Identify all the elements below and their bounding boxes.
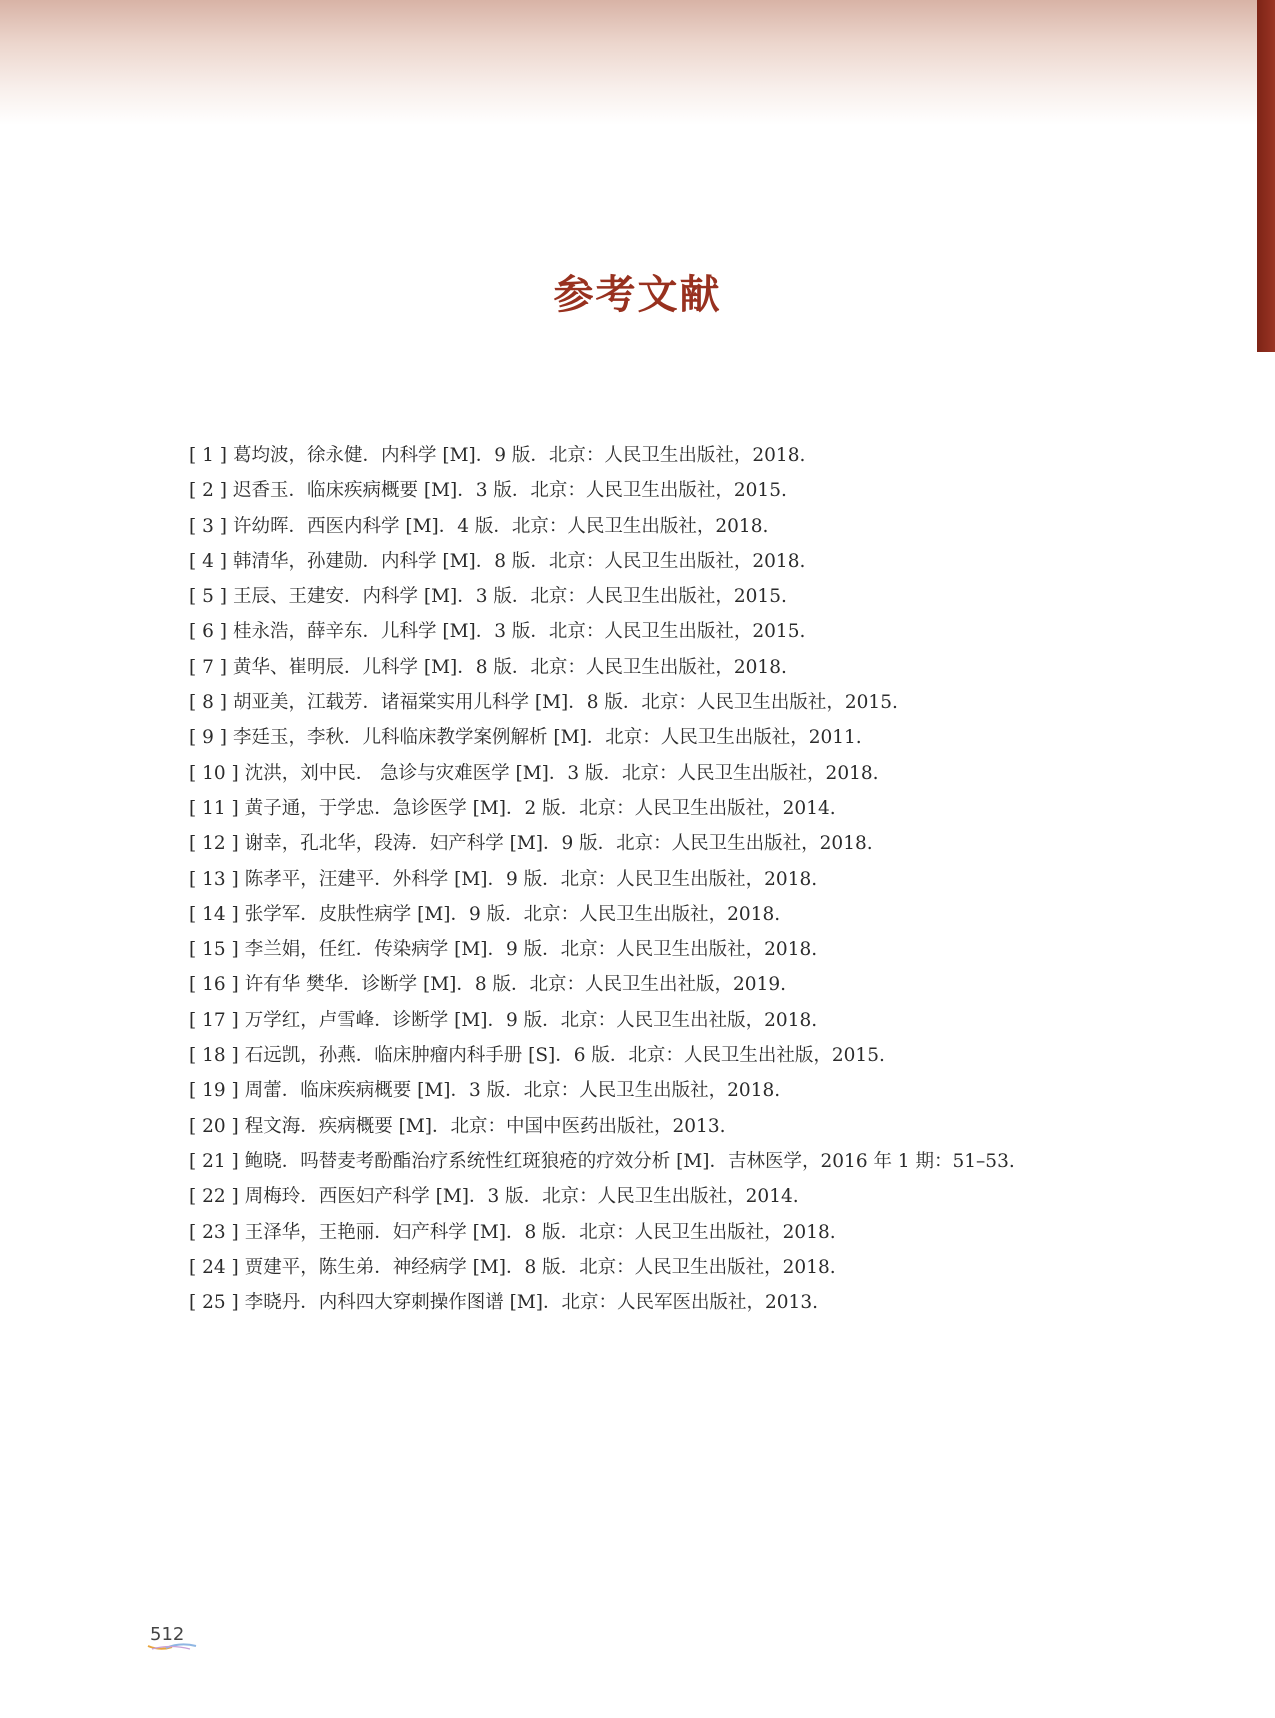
reference-number: [ 22 ] xyxy=(189,1186,239,1208)
reference-number: [ 3 ] xyxy=(189,515,227,537)
reference-text: 陈孝平，汪建平．外科学 [M]．9 版．北京：人民卫生出版社，2018. xyxy=(244,868,818,890)
reference-text: 桂永浩，薛辛东．儿科学 [M]．3 版．北京：人民卫生出版社，2015. xyxy=(232,621,806,643)
reference-number: [ 25 ] xyxy=(189,1292,239,1314)
reference-item xyxy=(189,897,1099,932)
reference-text: 胡亚美，江载芳．诸福棠实用儿科学 [M]．8 版．北京：人民卫生出版社，2015. xyxy=(232,692,898,714)
reference-number: [ 6 ] xyxy=(189,621,227,643)
reference-text: 贾建平，陈生弟．神经病学 [M]．8 版．北京：人民卫生出版社，2018. xyxy=(244,1256,836,1278)
reference-number: [ 1 ] xyxy=(189,445,227,466)
reference-number: [ 23 ] xyxy=(189,1221,239,1243)
reference-item xyxy=(189,509,1099,544)
reference-item xyxy=(189,685,1099,720)
reference-item xyxy=(189,1038,1099,1073)
reference-text: 周蕾．临床疾病概要 [M]．3 版．北京：人民卫生出版社，2018. xyxy=(244,1080,781,1102)
reference-item xyxy=(189,579,1099,614)
reference-text: 许幼晖．西医内科学 [M]．4 版．北京：人民卫生出版社，2018. xyxy=(232,515,769,537)
reference-text: 程文海．疾病概要 [M]．北京：中国中医药出版社，2013. xyxy=(244,1115,726,1137)
reference-number: [ 12 ] xyxy=(189,833,239,855)
reference-number: [ 5 ] xyxy=(189,586,227,608)
reference-number: [ 15 ] xyxy=(189,939,239,961)
reference-number: [ 13 ] xyxy=(189,868,239,890)
reference-text: 李晓丹．内科四大穿刺操作图谱 [M]．北京：人民军医出版社，2013. xyxy=(244,1292,818,1314)
reference-number: [ 24 ] xyxy=(189,1256,239,1278)
reference-number: [ 8 ] xyxy=(189,692,227,714)
reference-text: 王辰、王建安．内科学 [M]．3 版．北京：人民卫生出版社，2015. xyxy=(232,586,787,608)
reference-item xyxy=(189,932,1099,967)
reference-text: 张学军．皮肤性病学 [M]．9 版．北京：人民卫生出版社，2018. xyxy=(244,903,781,925)
reference-number: [ 18 ] xyxy=(189,1045,239,1067)
reference-item xyxy=(189,791,1099,826)
reference-item xyxy=(189,438,1099,473)
reference-text: 万学红，卢雪峰．诊断学 [M]．9 版．北京：人民卫生出社版，2018. xyxy=(244,1009,818,1031)
reference-text: 沈洪，刘中民． 急诊与灾难医学 [M]．3 版．北京：人民卫生出版社，2018. xyxy=(244,762,879,784)
reference-item xyxy=(189,1250,1099,1285)
reference-text: 黄华、崔明辰．儿科学 [M]．8 版．北京：人民卫生出版社，2018. xyxy=(232,656,787,678)
reference-item xyxy=(189,826,1099,861)
reference-text: 李廷玉，李秋．儿科临床教学案例解析 [M]．北京：人民卫生出版社，2011. xyxy=(232,727,862,749)
reference-number: [ 4 ] xyxy=(189,550,227,572)
reference-number: [ 17 ] xyxy=(189,1009,239,1031)
reference-list xyxy=(189,438,1099,1320)
reference-text: 韩清华，孙建勋．内科学 [M]．8 版．北京：人民卫生出版社，2018. xyxy=(232,550,806,572)
reference-number: [ 20 ] xyxy=(189,1115,239,1137)
reference-item xyxy=(189,614,1099,649)
reference-number: [ 16 ] xyxy=(189,974,239,996)
reference-text: 王泽华，王艳丽．妇产科学 [M]．8 版．北京：人民卫生出版社，2018. xyxy=(244,1221,836,1243)
reference-item xyxy=(189,1073,1099,1108)
reference-item xyxy=(189,473,1099,508)
page-number-swoosh-icon xyxy=(146,1641,198,1651)
reference-number: [ 19 ] xyxy=(189,1080,239,1102)
reference-item xyxy=(189,756,1099,791)
reference-item xyxy=(189,544,1099,579)
reference-item xyxy=(189,1179,1099,1214)
reference-item xyxy=(189,1109,1099,1144)
reference-item xyxy=(189,967,1099,1002)
reference-number: [ 14 ] xyxy=(189,903,239,925)
reference-text: 鲍晓．吗替麦考酚酯治疗系统性红斑狼疮的疗效分析 [M]．吉林医学，2016 年 1 期：51–53. xyxy=(244,1150,1015,1172)
reference-number: [ 7 ] xyxy=(189,656,227,678)
header-band xyxy=(0,0,1275,125)
reference-text: 周梅玲．西医妇产科学 [M]．3 版．北京：人民卫生出版社，2014. xyxy=(244,1186,799,1208)
reference-item xyxy=(189,650,1099,685)
reference-item xyxy=(189,1215,1099,1250)
reference-item xyxy=(189,1285,1099,1320)
reference-number: [ 2 ] xyxy=(189,480,227,502)
reference-text: 石远凯，孙燕．临床肿瘤内科手册 [S]．6 版．北京：人民卫生出社版，2015. xyxy=(244,1045,885,1067)
reference-number: [ 10 ] xyxy=(189,762,239,784)
page-title: 参考文献 xyxy=(553,272,722,318)
reference-number: [ 9 ] xyxy=(189,727,227,749)
reference-text: 李兰娟，任红．传染病学 [M]．9 版．北京：人民卫生出版社，2018. xyxy=(244,939,818,961)
page-number: 512 xyxy=(150,1624,185,1645)
reference-number: [ 21 ] xyxy=(189,1150,239,1172)
reference-item xyxy=(189,862,1099,897)
reference-item xyxy=(189,720,1099,755)
reference-text: 许有华 樊华．诊断学 [M]．8 版．北京：人民卫生出社版，2019. xyxy=(244,974,787,996)
reference-number: [ 11 ] xyxy=(189,797,239,819)
reference-text: 黄子通，于学忠．急诊医学 [M]．2 版．北京：人民卫生出版社，2014. xyxy=(244,797,836,819)
reference-text: 谢幸，孔北华，段涛．妇产科学 [M]．9 版．北京：人民卫生出版社，2018. xyxy=(244,833,873,855)
reference-item xyxy=(189,1144,1099,1179)
reference-text: 葛均波，徐永健．内科学 [M]．9 版．北京：人民卫生出版社，2018. xyxy=(232,445,806,466)
reference-text: 迟香玉．临床疾病概要 [M]．3 版．北京：人民卫生出版社，2015. xyxy=(232,480,787,502)
reference-item xyxy=(189,1003,1099,1038)
